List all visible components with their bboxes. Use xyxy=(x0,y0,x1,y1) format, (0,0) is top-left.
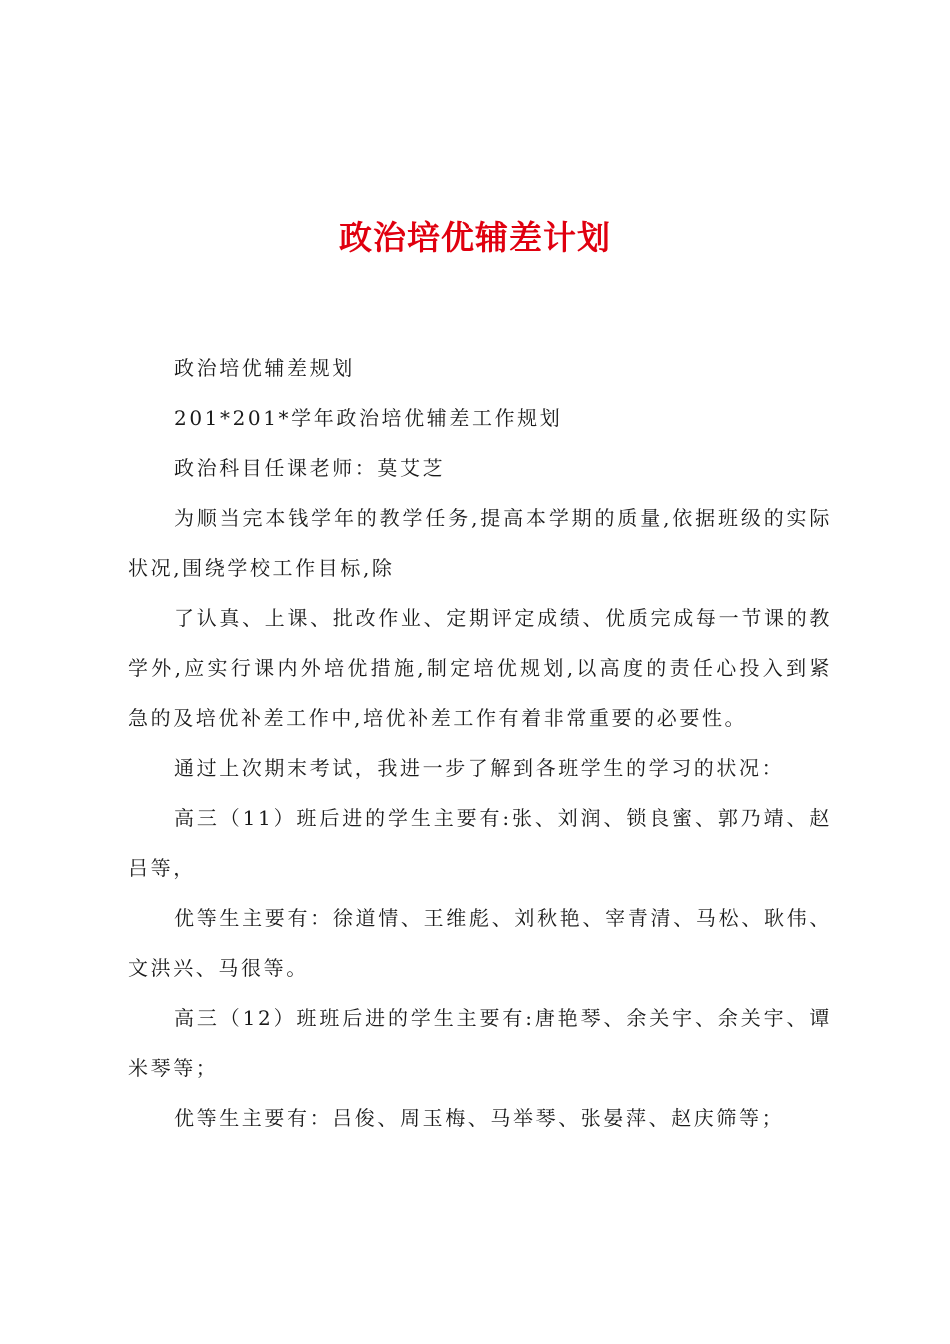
paragraph-class12-weak: 高三（12）班班后进的学生主要有:唐艳琴、余关宇、余关宇、谭米琴等； xyxy=(128,1006,832,1080)
paragraph-subtitle: 政治培优辅差规划 xyxy=(174,356,355,380)
paragraph-measures: 了认真、上课、批改作业、定期评定成绩、优质完成每一节课的教学外,应实行课内外培优措施,制定培优规划,以高度的责任心投入到紧急的及培优补差工作中,培优补差工作有着非常重要的必要性。 xyxy=(128,606,832,730)
document-body xyxy=(128,343,832,1143)
paragraph-plan-heading: 201*201*学年政治培优辅差工作规划 xyxy=(174,406,563,430)
paragraph-class11-top: 优等生主要有：徐道情、王维彪、刘秋艳、宰青清、马松、耿伟、文洪兴、马很等。 xyxy=(128,906,832,980)
paragraph-teacher: 政治科目任课老师：莫艾芝 xyxy=(174,456,446,480)
document-title: 政治培优辅差计划 xyxy=(339,218,611,257)
paragraph-purpose: 为顺当完本钱学年的教学任务,提高本学期的质量,依据班级的实际状况,围绕学校工作目标,除 xyxy=(128,506,832,580)
paragraph-class12-top: 优等生主要有：吕俊、周玉梅、马举琴、张晏萍、赵庆筛等； xyxy=(174,1106,785,1130)
paragraph-exam-review: 通过上次期末考试，我进一步了解到各班学生的学习的状况： xyxy=(174,756,785,780)
paragraph-class11-weak: 高三（11）班后进的学生主要有:张、刘润、锁良蜜、郭乃靖、赵吕等， xyxy=(128,806,832,880)
